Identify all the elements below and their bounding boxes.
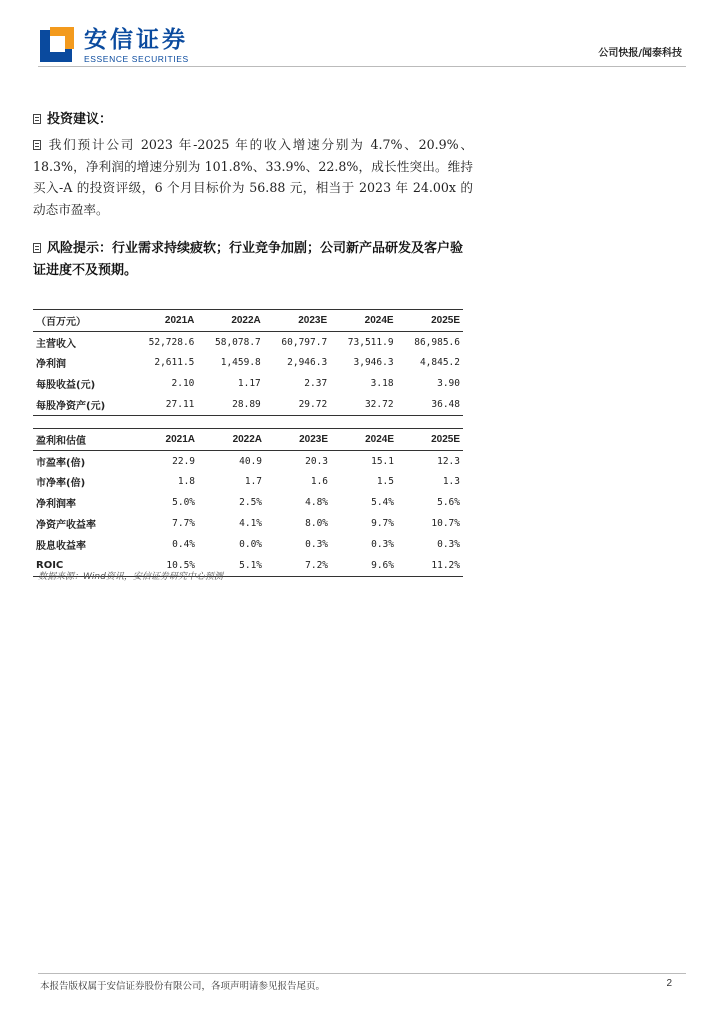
row-label: （百万元） [33,310,131,332]
table-header-row [33,429,463,451]
report-type: 公司快报/闻泰科技 [598,48,682,59]
table-cell: 1,459.8 [220,357,261,369]
section-bullet-icon [33,140,41,150]
table-row [33,492,463,513]
table-cell: 5.1% [198,555,265,576]
table-cell: 7.7% [172,518,196,530]
table-cell: 2021A [131,310,197,332]
table-row [33,534,463,555]
table-cell: 2,611.5 [154,357,195,369]
row-label: 盈利和估值 [33,429,131,451]
investment-title: 投资建议： [47,112,113,127]
header-divider [38,66,686,67]
table-cell: 86,985.6 [414,336,460,348]
company-logo [40,27,189,64]
table-row [33,513,463,534]
data-source: 数据来源：Wind资讯，安信证券研究中心预测 [38,572,223,582]
table-cell: 7.2% [265,555,331,576]
table-cell: 2023E [265,429,331,451]
table-cell: 2022A [197,310,263,332]
table-cell: 58,078.7 [215,336,261,348]
table-cell: 8.0% [305,518,329,530]
table-cell: 5.6% [437,497,460,509]
row-label: 主营收入 [36,338,76,350]
logo-cn-text: 安信证券 [84,27,188,53]
table-cell: 11.2% [397,555,463,576]
table-cell: 1.3 [442,476,460,488]
table-cell: 0.3% [305,538,329,550]
valuation-table [33,428,463,577]
row-label: 净资产收益率 [36,520,96,532]
table-cell: 4.1% [239,518,263,530]
table-cell: 5.0% [172,497,196,509]
table-cell: 9.6% [331,555,397,576]
table-cell: 4.8% [305,497,329,509]
table-row [33,331,463,352]
row-label: 每股净资产(元) [33,394,131,415]
table-cell: 2.5% [239,497,263,509]
row-label: ROIC [33,555,131,576]
table-cell: 27.11 [131,394,197,415]
section-bullet-icon [33,243,41,253]
section-bullet-icon [33,114,41,124]
investment-heading [33,108,112,127]
table-cell: 36.48 [397,394,463,415]
risk-text: 风险提示：行业需求持续疲软；行业竞争加剧；公司新产品研发及客户验证进度不及预期。 [33,241,464,278]
table-cell: 1.8 [177,476,196,488]
table-cell: 0.3% [437,538,460,550]
table-cell: 2023E [264,310,330,332]
table-cell: 29.72 [264,394,330,415]
table-row [33,394,463,415]
table-cell: 60,797.7 [281,336,328,348]
investment-text: 我们预计公司 2023 年-2025 年的收入增速分别为 4.7%、20.9%、18.3%，净利润的增速分别为 101.8%、33.9%、22.8%，成长性突出。维持买入-A 的投资评级，6 个月目标价为 56.88 元，相当于 2023 年 24.00x 的动态市盈率。 [33,137,473,217]
table-header-row [33,310,463,332]
financial-summary-table [33,309,463,416]
table-cell: 15.1 [371,455,394,467]
row-label: 市净率(倍) [36,478,86,490]
table-cell: 0.3% [371,538,394,550]
table-cell: 0.0% [239,538,263,550]
footer-divider [38,973,686,974]
table-cell: 2024E [331,429,397,451]
table-cell: 20.3 [305,455,329,467]
table-cell: 4,845.2 [419,357,460,369]
table-cell: 1.5 [376,476,394,488]
table-cell: 10.5% [131,555,198,576]
table-cell: 52,728.6 [148,336,195,348]
row-label: 净利润 [36,359,66,371]
table-cell: 1.17 [237,378,261,390]
table-cell: 2021A [131,429,198,451]
table-row [33,450,463,471]
table-cell: 1.6 [310,476,329,488]
table-cell: 32.72 [330,394,396,415]
table-cell: 3.90 [437,378,460,390]
table-row [33,472,463,493]
table-cell: 1.7 [244,476,263,488]
table-cell: 2025E [397,429,463,451]
table-cell: 5.4% [371,497,394,509]
table-cell: 22.9 [172,455,196,467]
risk-warning [33,238,463,282]
table-cell: 2.37 [304,378,328,390]
table-row [33,373,463,394]
table-cell: 2025E [397,310,463,332]
table-cell: 28.89 [197,394,263,415]
table-cell: 0.4% [172,538,196,550]
table-cell: 3.18 [370,378,394,390]
table-cell: 2.10 [171,378,195,390]
row-label: 股息收益率 [36,540,86,552]
row-label: 每股收益(元) [36,380,96,392]
table-cell: 3,946.3 [353,357,394,369]
table-row [33,353,463,374]
table-cell: 9.7% [371,518,394,530]
logo-en-text: ESSENCE SECURITIES [84,54,189,64]
table-cell: 40.9 [239,455,263,467]
footer-disclaimer: 本报告版权属于安信证券股份有限公司，各项声明请参见报告尾页。 [40,981,326,992]
table-cell: 2022A [198,429,265,451]
table-cell: 73,511.9 [347,336,394,348]
table-cell: 2024E [330,310,396,332]
table-cell: 10.7% [431,518,460,530]
page-number: 2 [666,978,672,989]
row-label: 市盈率(倍) [36,457,86,469]
logo-mark-icon [40,27,76,63]
row-label: 净利润率 [36,499,76,511]
table-cell: 2,946.3 [287,357,328,369]
table-cell: 12.3 [437,455,460,467]
investment-paragraph [33,134,473,220]
